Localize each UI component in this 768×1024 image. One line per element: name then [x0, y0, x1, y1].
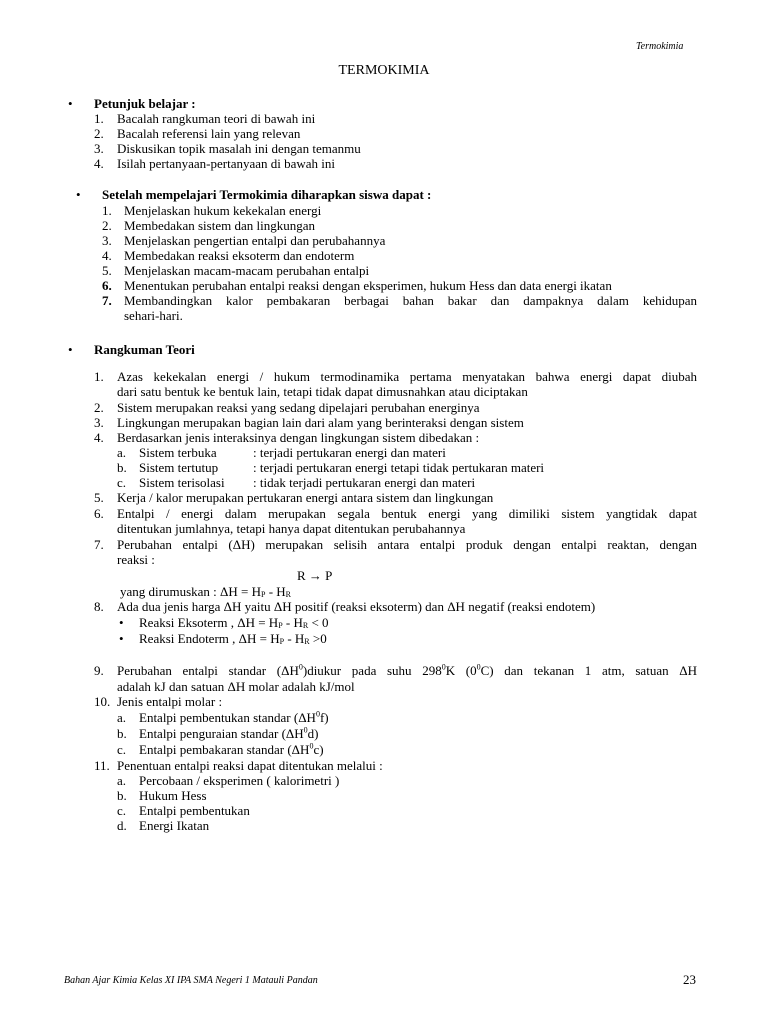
- bullet-icon: [76, 187, 81, 202]
- list-item: Jenis entalpi molar :: [117, 694, 223, 709]
- sub-letter: c.: [117, 742, 127, 757]
- sub-item: Percobaan / eksperimen ( kalorimetri ): [139, 773, 340, 788]
- sub-letter: b.: [117, 726, 127, 741]
- sub-item: Hukum Hess: [139, 788, 207, 803]
- list-number: 5.: [94, 490, 104, 505]
- sub-letter: b.: [117, 788, 127, 803]
- list-number: 4.: [94, 430, 104, 445]
- exoterm-formula: Reaksi Eksoterm , $\Delta H = H_P - H_R < 0$: [139, 615, 329, 630]
- paragraph-line: adalah kJ dan satuan ΔH molar adalah kJ/mol: [117, 679, 355, 694]
- list-item: Bacalah referensi lain yang relevan: [117, 126, 301, 141]
- sub-term: Sistem terbuka: [139, 445, 217, 460]
- list-number: 11.: [94, 758, 110, 773]
- sub-letter: d.: [117, 818, 127, 833]
- sub-item: Entalpi pembakaran standar $(\Delta H^0c)$: [139, 741, 324, 757]
- enthalpy-formula: yang dirumuskan : $\Delta H = H_P - H_R$: [120, 584, 291, 599]
- list-number: 4.: [102, 248, 112, 263]
- list-number: 2.: [102, 218, 112, 233]
- section-heading-objectives: Setelah mempelajari Termokimia diharapkan siswa dapat :: [102, 187, 432, 202]
- list-number: 7.: [102, 293, 112, 308]
- sub-desc: : terjadi pertukaran energi dan materi: [253, 445, 446, 460]
- list-number: 1.: [94, 111, 104, 126]
- list-item: Menjelaskan hukum kekekalan energi: [124, 203, 322, 218]
- paragraph-line: dari satu bentuk ke bentuk lain, tetapi tidak dapat dimusnahkan atau diciptakan: [117, 384, 528, 399]
- list-item: Diskusikan topik masalah ini dengan temanmu: [117, 141, 361, 156]
- paragraph-line: ditentukan jumlahnya, tetapi hanya dapat ditentukan perubahannya: [117, 521, 466, 536]
- sub-letter: c.: [117, 803, 127, 818]
- list-number: 8.: [94, 599, 104, 614]
- bullet-icon: [68, 342, 73, 357]
- sub-letter: c.: [117, 475, 127, 490]
- paragraph-line: Perubahan entalpi standar $(\Delta H^0)diukur$ pada suhu $298^0K$ $(0^0C)$ dan tekanan 1 atm, satuan ΔH: [117, 662, 698, 678]
- list-item: Penentuan entalpi reaksi dapat ditentukan melalui :: [117, 758, 383, 773]
- list-item: Sistem merupakan reaksi yang sedang dipelajari perubahan energinya: [117, 400, 480, 415]
- bullet-icon: [119, 631, 124, 646]
- list-item: Berdasarkan jenis interaksinya dengan lingkungan sistem dibedakan :: [117, 430, 480, 445]
- list-number: 1.: [102, 203, 112, 218]
- list-number: 6.: [94, 506, 104, 521]
- running-header: Termokimia: [636, 41, 684, 52]
- list-number: 2.: [94, 126, 104, 141]
- list-number: 5.: [102, 263, 112, 278]
- list-item: Membedakan sistem dan lingkungan: [124, 218, 315, 233]
- list-item: Ada dua jenis harga ΔH yaitu ΔH positif (reaksi eksoterm) dan ΔH negatif (reaksi endotem): [117, 599, 596, 614]
- sub-letter: b.: [117, 460, 127, 475]
- sub-desc: : terjadi pertukaran energi tetapi tidak pertukaran materi: [253, 460, 545, 475]
- list-item: Isilah pertanyaan-pertanyaan di bawah ini: [117, 156, 336, 171]
- list-item: Bacalah rangkuman teori di bawah ini: [117, 111, 316, 126]
- section-heading-rangkuman: Rangkuman Teori: [94, 342, 195, 357]
- sub-letter: a.: [117, 773, 127, 788]
- page-title: TERMOKIMIA: [338, 63, 430, 78]
- list-number: 4.: [94, 156, 104, 171]
- footer-text: Bahan Ajar Kimia Kelas XI IPA SMA Negeri 1 Matauli Pandan: [64, 975, 318, 986]
- paragraph-line: Perubahan entalpi (ΔH) merupakan selisih antara entalpi produk dengan entalpi reaktan, dengan: [117, 537, 697, 552]
- sub-letter: a.: [117, 445, 127, 460]
- paragraph-line: Entalpi / energi dalam merupakan segala bentuk energi yang dimiliki sistem yangtidak dapat: [117, 506, 697, 521]
- list-item: Menjelaskan pengertian entalpi dan perubahannya: [124, 233, 386, 248]
- list-number: 3.: [94, 141, 104, 156]
- reaction-equation: R → P: [297, 568, 333, 583]
- sub-desc: : tidak terjadi pertukaran energi dan materi: [253, 475, 476, 490]
- sub-item: Entalpi penguraian standar $(\Delta H^0d)$: [139, 725, 319, 741]
- list-item: Kerja / kalor merupakan pertukaran energi antara sistem dan lingkungan: [117, 490, 494, 505]
- list-number: 2.: [94, 400, 104, 415]
- sub-item: Entalpi pembentukan: [139, 803, 250, 818]
- sub-term: Sistem terisolasi: [139, 475, 225, 490]
- list-item: Membedakan reaksi eksoterm dan endoterm: [124, 248, 355, 263]
- list-number: 7.: [94, 537, 104, 552]
- list-item: Membandingkan kalor pembakaran berbagai bahan bakar dan dampaknya dalam kehidupan: [124, 293, 697, 308]
- section-heading-petunjuk: Petunjuk belajar :: [94, 96, 196, 111]
- bullet-icon: [68, 96, 73, 111]
- list-number: 9.: [94, 663, 104, 678]
- list-number: 3.: [94, 415, 104, 430]
- list-item-continuation: sehari-hari.: [124, 308, 183, 323]
- list-item: Menentukan perubahan entalpi reaksi dengan eksperimen, hukum Hess dan data energi ikatan: [124, 278, 612, 293]
- list-number: 6.: [102, 278, 112, 293]
- sub-term: Sistem tertutup: [139, 460, 219, 475]
- paragraph-line: Azas kekekalan energi / hukum termodinamika pertama menyatakan bahwa energi dapat diubah: [117, 369, 697, 384]
- list-item: Menjelaskan macam-macam perubahan entalpi: [124, 263, 370, 278]
- sub-item: Entalpi pembentukan standar $(\Delta H^0f)$: [139, 709, 329, 725]
- sub-letter: a.: [117, 710, 127, 725]
- bullet-icon: [119, 615, 124, 630]
- paragraph-line: reaksi :: [117, 552, 155, 567]
- endoterm-formula: Reaksi Endoterm , $\Delta H = H_P - H_R >0$: [139, 631, 327, 646]
- list-number: 3.: [102, 233, 112, 248]
- page-number: 23: [683, 972, 696, 987]
- list-number: 10.: [94, 694, 111, 709]
- list-item: Lingkungan merupakan bagian lain dari alam yang berinteraksi dengan sistem: [117, 415, 524, 430]
- list-number: 1.: [94, 369, 104, 384]
- sub-item: Energi Ikatan: [139, 818, 210, 833]
